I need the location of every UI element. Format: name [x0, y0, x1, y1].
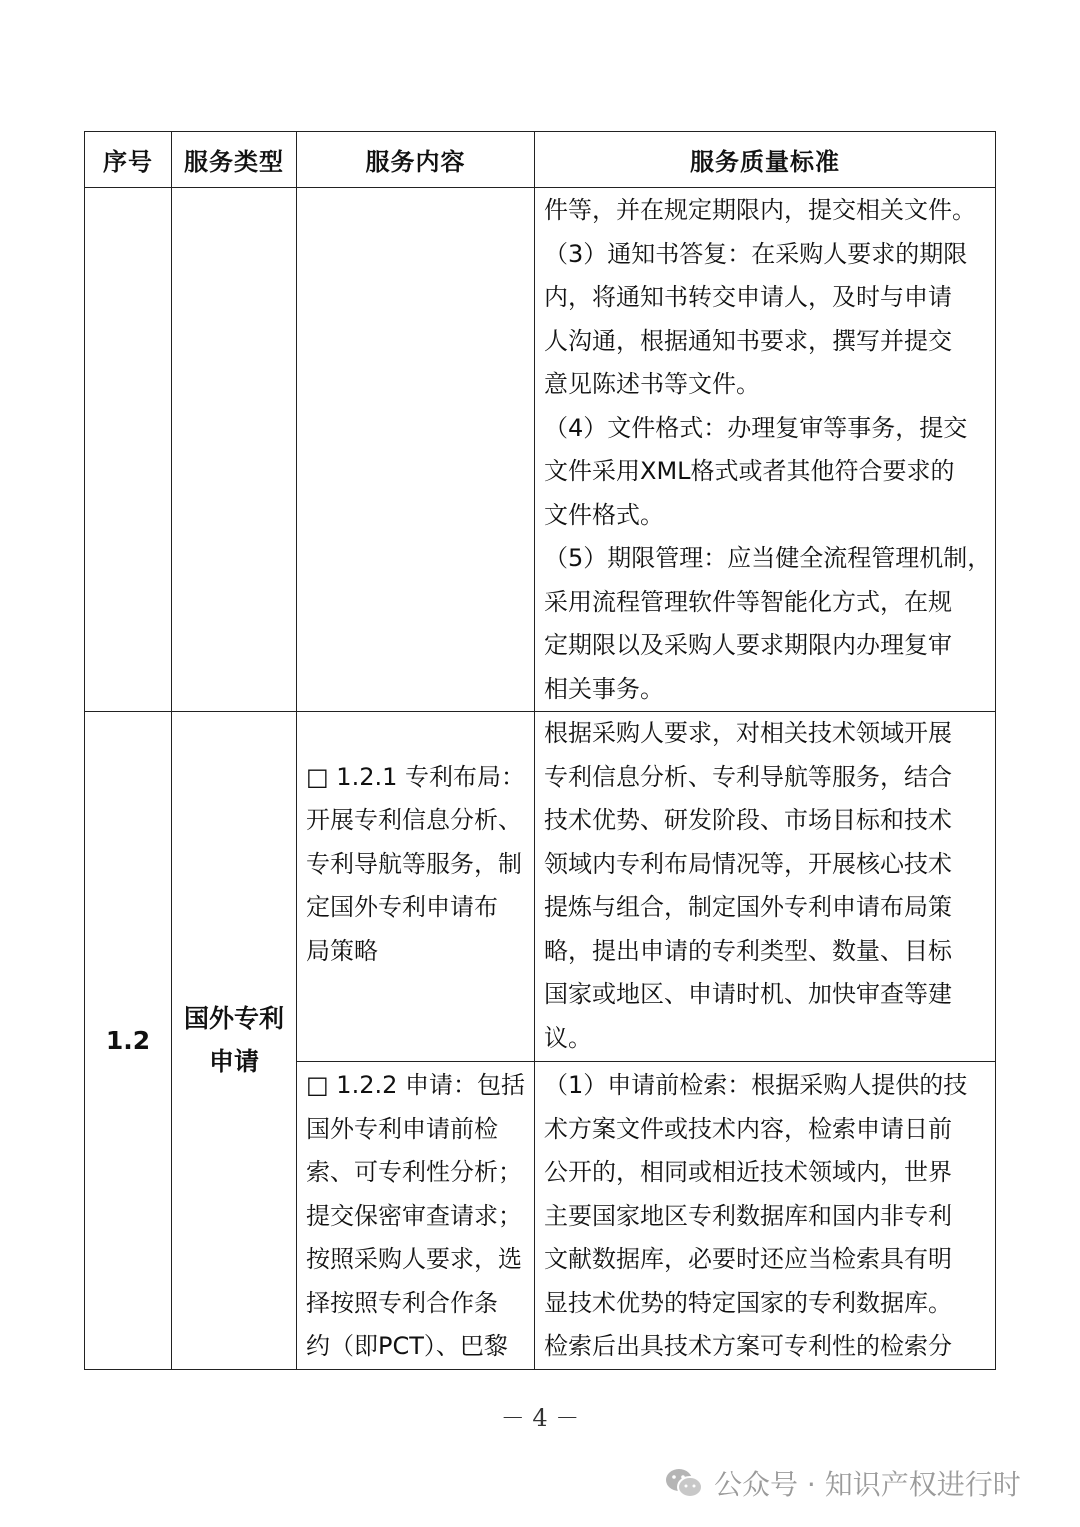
text-line: 检索后出具技术方案可专利性的检索分: [544, 1332, 952, 1360]
table-row: [85, 712, 996, 1062]
text-line: 择按照专利合作条: [306, 1288, 498, 1317]
text-line: （1）申请前检索：根据采购人提供的技: [544, 1071, 968, 1099]
text-line: 提炼与组合，制定国外专利申请布局策: [544, 893, 952, 921]
seq-cell: [85, 712, 172, 1370]
text-line: 国外专利申请前检: [306, 1114, 498, 1143]
text-line: 术方案文件或技术内容，检索申请日前: [544, 1114, 952, 1143]
content-cell: [297, 712, 535, 1062]
text-line: 领域内专利布局情况等，开展核心技术: [544, 849, 952, 878]
header-service-type: 服务类型: [172, 132, 297, 188]
wechat-icon: [664, 1466, 704, 1500]
text-line: 定国外专利申请布: [306, 893, 498, 922]
text-line: 定期限以及采购人要求期限内办理复审: [544, 631, 952, 659]
quality-cell: [535, 188, 996, 712]
watermark: [664, 1463, 1021, 1503]
table-row: [85, 188, 996, 712]
type-cell-empty: [172, 188, 297, 712]
text-line: 件等，并在规定期限内，提交相关文件。: [544, 196, 976, 224]
text-line: 按照采购人要求，选: [306, 1245, 522, 1273]
text-line: 议。: [544, 1023, 592, 1052]
text-line: （4）文件格式：办理复审等事务，提交: [544, 413, 968, 442]
text-line: □ 1.2.1 专利布局：: [306, 762, 525, 791]
quality-cell: [535, 1062, 996, 1370]
header-seq: 序号: [85, 132, 172, 188]
text-line: 技术优势、研发阶段、市场目标和技术: [544, 806, 952, 834]
type-line: 国外专利: [183, 1004, 284, 1034]
quality-cell: [535, 712, 996, 1062]
text-line: 文件采用XML格式或者其他符合要求的: [544, 457, 955, 485]
page-number: － 4 －: [500, 1404, 580, 1432]
text-line: 约（即PCT）、巴黎: [306, 1332, 508, 1360]
text-line: 意见陈述书等文件。: [544, 370, 760, 398]
text-line: □ 1.2.2 申请：包括: [306, 1071, 525, 1099]
content-cell-empty: [297, 188, 535, 712]
text-line: 文献数据库，必要时还应当检索具有明: [544, 1245, 952, 1273]
text-line: 采用流程管理软件等智能化方式，在规: [544, 587, 952, 616]
content-cell: [297, 1062, 535, 1370]
table-header-row: [85, 132, 996, 188]
text-line: 开展专利信息分析、: [306, 806, 522, 835]
header-service-content: 服务内容: [297, 132, 535, 188]
seq-cell-empty: [85, 188, 172, 712]
service-standard-table: [84, 131, 996, 1370]
text-line: 文件格式。: [544, 500, 664, 529]
text-line: 索、可专利性分析；: [306, 1158, 522, 1186]
text-line: 主要国家地区专利数据库和国内非专利: [544, 1201, 952, 1230]
text-line: 专利导航等服务，制: [306, 849, 522, 878]
text-line: （3）通知书答复：在采购人要求的期限: [544, 239, 968, 268]
header-quality-standard: 服务质量标准: [535, 132, 996, 188]
text-line: 局策略: [306, 936, 378, 965]
text-line: 根据采购人要求，对相关技术领域开展: [544, 719, 952, 747]
text-line: 公开的，相同或相近技术领域内，世界: [544, 1158, 952, 1186]
text-line: 人沟通，根据通知书要求，撰写并提交: [544, 326, 952, 355]
text-line: （5）期限管理：应当健全流程管理机制，: [544, 544, 992, 572]
type-line: 申请: [208, 1047, 259, 1077]
text-line: 显技术优势的特定国家的专利数据库。: [544, 1288, 952, 1317]
watermark-text: 公众号 · 知识产权进行时: [714, 1468, 1021, 1501]
text-line: 提交保密审查请求；: [306, 1201, 522, 1230]
text-line: 略，提出申请的专利类型、数量、目标: [544, 936, 952, 965]
text-line: 国家或地区、申请时机、加快审查等建: [544, 980, 952, 1008]
text-line: 相关事务。: [544, 674, 664, 703]
seq-number: 1.2: [105, 1025, 151, 1055]
text-line: 内，将通知书转交申请人，及时与申请: [544, 283, 952, 311]
type-cell: [172, 712, 297, 1370]
text-line: 专利信息分析、专利导航等服务，结合: [544, 762, 952, 791]
